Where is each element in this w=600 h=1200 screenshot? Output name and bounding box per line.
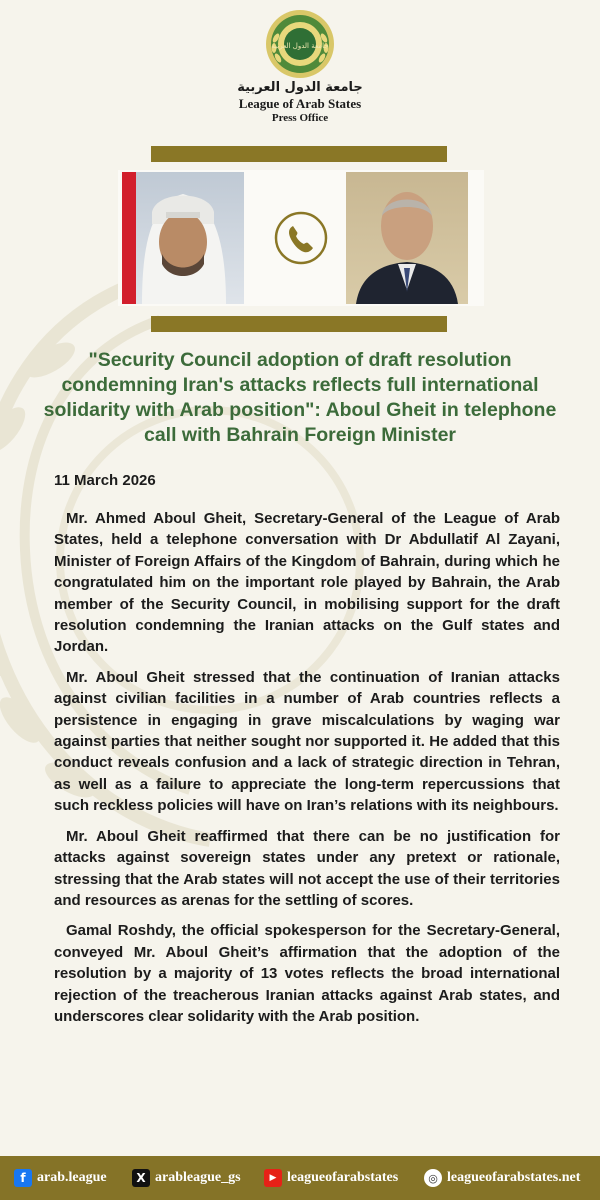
footer [0, 1156, 600, 1200]
x-handle: arableague_gs [155, 1170, 241, 1185]
paragraph: Mr. Aboul Gheit reaffirmed that there can be no justification for attacks against sovereign states under any pretext or rationale, stressing that the Arab states will not accept the use of their territories and resources as arenas for the settling of scores. [54, 827, 560, 909]
english-org-name: League of Arab States [238, 96, 362, 111]
article-body [54, 508, 560, 1036]
photo-panel [118, 170, 484, 306]
headline: "Security Council adoption of draft resolution condemning Iran's attacks reflects full international solidarity with Arab position": Aboul Gheit in telephone call with Bahrain Foreign Minister [43, 349, 557, 446]
arab-league-logo [264, 8, 336, 80]
phone-icon [273, 210, 329, 266]
website-link[interactable] [424, 1156, 580, 1200]
gold-bar-top [151, 146, 447, 162]
svg-text:جامعة الدول العربية: جامعة الدول العربية [271, 42, 329, 50]
paragraph: Mr. Ahmed Aboul Gheit, Secretary-General of the League of Arab States, held a telephone conversation with Dr Abdullatif Al Zayani, Minister of Foreign Affairs of the Kingdom of Bahrain, during which he congratulated him on the important role played by Bahrain, the Arab member of the Security Council, in mobilising support for the draft resolution condemning the Iranian attacks on the Gulf states and Jordan. [54, 510, 560, 656]
x-icon: X [132, 1169, 150, 1187]
facebook-icon: f [14, 1169, 32, 1187]
website-url: leagueofarabstates.net [447, 1170, 581, 1185]
x-link[interactable] [132, 1156, 241, 1200]
gold-bar-bottom [151, 316, 447, 332]
youtube-handle: leagueofarabstates [287, 1170, 399, 1185]
paragraph: Mr. Aboul Gheit stressed that the continuation of Iranian attacks against civilian facilities in a number of Arab countries reflects a persistence in engaging in grave miscalculations by waging war against parties that neither sought nor supported it. He added that this conduct reveals confusion and a lack of strategic direction in Tehran, as well as a failure to appreciate the long-term repercussions that such reckless policies will have on Iran’s relations with its neighbours. [54, 668, 560, 815]
paragraph: Gamal Roshdy, the official spokesperson for the Secretary-General, conveyed Mr. Aboul Gheit’s affirmation that the adoption of the resolution by a majority of 13 votes reflects the broad international rejection of the treacherous Iranian attacks against Arab states, and underscores clear solidarity with the Arab position. [54, 922, 560, 1025]
department-name: Press Office [271, 112, 329, 124]
youtube-link[interactable] [264, 1156, 398, 1200]
facebook-handle: arab.league [37, 1170, 107, 1185]
publication-date: 11 March 2026 [54, 472, 156, 489]
arabic-org-name: جامعة الدول العربية [237, 80, 363, 95]
globe-icon: ◎ [424, 1169, 442, 1187]
bahrain-minister-photo [122, 172, 244, 304]
youtube-icon: ▶ [264, 1169, 282, 1187]
aboul-gheit-photo [346, 172, 468, 304]
header [0, 0, 600, 132]
facebook-link[interactable] [14, 1156, 107, 1200]
